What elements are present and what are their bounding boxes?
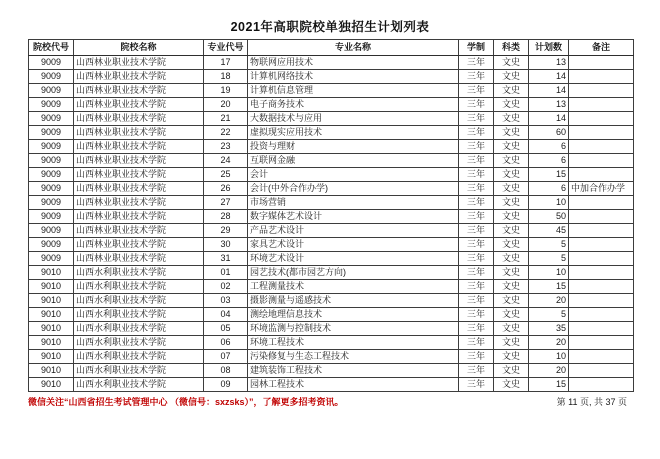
table-row <box>29 154 634 168</box>
college-code-cell: 9009 <box>29 84 74 98</box>
major-name-cell: 计算机网络技术 <box>248 70 459 84</box>
major-code-cell: 03 <box>204 294 248 308</box>
remark-cell <box>569 70 634 84</box>
major-code-cell: 30 <box>204 238 248 252</box>
major-code-cell: 28 <box>204 210 248 224</box>
category-cell: 文史 <box>494 196 529 210</box>
plan-count-cell: 13 <box>529 98 569 112</box>
plan-count-cell: 14 <box>529 70 569 84</box>
category-cell: 文史 <box>494 56 529 70</box>
duration-cell: 三年 <box>459 280 494 294</box>
table-row <box>29 168 634 182</box>
category-cell: 文史 <box>494 182 529 196</box>
table-row <box>29 56 634 70</box>
category-cell: 文史 <box>494 224 529 238</box>
plan-count-cell: 13 <box>529 56 569 70</box>
plan-count-cell: 5 <box>529 308 569 322</box>
college-name-cell: 山西水利职业技术学院 <box>74 308 204 322</box>
college-name-cell: 山西林业职业技术学院 <box>74 84 204 98</box>
college-name-cell: 山西林业职业技术学院 <box>74 70 204 84</box>
duration-cell: 三年 <box>459 154 494 168</box>
table-row <box>29 112 634 126</box>
college-code-cell: 9010 <box>29 350 74 364</box>
major-code-cell: 27 <box>204 196 248 210</box>
remark-cell <box>569 280 634 294</box>
major-code-cell: 23 <box>204 140 248 154</box>
remark-cell <box>569 56 634 70</box>
plan-count-cell: 10 <box>529 266 569 280</box>
college-code-cell: 9009 <box>29 126 74 140</box>
major-name-cell: 家具艺术设计 <box>248 238 459 252</box>
college-code-cell: 9010 <box>29 364 74 378</box>
major-name-cell: 测绘地理信息技术 <box>248 308 459 322</box>
college-code-cell: 9009 <box>29 196 74 210</box>
remark-cell <box>569 196 634 210</box>
plan-count-cell: 5 <box>529 252 569 266</box>
plan-count-cell: 35 <box>529 322 569 336</box>
plan-count-cell: 15 <box>529 168 569 182</box>
duration-cell: 三年 <box>459 196 494 210</box>
college-name-cell: 山西林业职业技术学院 <box>74 252 204 266</box>
table-row <box>29 84 634 98</box>
college-code-cell: 9009 <box>29 140 74 154</box>
category-column-header: 科类 <box>494 40 529 56</box>
college-name-cell: 山西水利职业技术学院 <box>74 280 204 294</box>
major-name-cell: 工程测量技术 <box>248 280 459 294</box>
table-row <box>29 70 634 84</box>
duration-cell: 三年 <box>459 350 494 364</box>
duration-cell: 三年 <box>459 266 494 280</box>
college-code-cell: 9009 <box>29 56 74 70</box>
remark-cell <box>569 168 634 182</box>
category-cell: 文史 <box>494 168 529 182</box>
duration-cell: 三年 <box>459 112 494 126</box>
category-cell: 文史 <box>494 140 529 154</box>
category-cell: 文史 <box>494 364 529 378</box>
category-cell: 文史 <box>494 308 529 322</box>
college-name-cell: 山西水利职业技术学院 <box>74 294 204 308</box>
duration-cell: 三年 <box>459 168 494 182</box>
major-code-cell: 18 <box>204 70 248 84</box>
duration-cell: 三年 <box>459 84 494 98</box>
remark-cell <box>569 378 634 392</box>
category-cell: 文史 <box>494 378 529 392</box>
major-name-cell: 物联网应用技术 <box>248 56 459 70</box>
college-code-column-header: 院校代号 <box>29 40 74 56</box>
major-code-cell: 22 <box>204 126 248 140</box>
duration-cell: 三年 <box>459 210 494 224</box>
college-name-cell: 山西林业职业技术学院 <box>74 98 204 112</box>
college-name-cell: 山西林业职业技术学院 <box>74 196 204 210</box>
college-code-cell: 9010 <box>29 308 74 322</box>
table-row <box>29 126 634 140</box>
table-row <box>29 238 634 252</box>
major-code-cell: 25 <box>204 168 248 182</box>
remark-cell <box>569 294 634 308</box>
college-name-cell: 山西水利职业技术学院 <box>74 322 204 336</box>
college-code-cell: 9010 <box>29 266 74 280</box>
college-code-cell: 9009 <box>29 112 74 126</box>
duration-cell: 三年 <box>459 364 494 378</box>
table-row <box>29 266 634 280</box>
college-name-cell: 山西水利职业技术学院 <box>74 364 204 378</box>
duration-cell: 三年 <box>459 126 494 140</box>
table-row <box>29 252 634 266</box>
duration-cell: 三年 <box>459 224 494 238</box>
college-name-cell: 山西水利职业技术学院 <box>74 336 204 350</box>
page-title: 2021年高职院校单独招生计划列表 <box>230 20 430 34</box>
college-code-cell: 9009 <box>29 210 74 224</box>
major-code-cell: 20 <box>204 98 248 112</box>
duration-cell: 三年 <box>459 336 494 350</box>
table-header-row <box>29 40 634 56</box>
table-row <box>29 322 634 336</box>
duration-cell: 三年 <box>459 140 494 154</box>
major-name-cell: 数字媒体艺术设计 <box>248 210 459 224</box>
major-code-cell: 06 <box>204 336 248 350</box>
category-cell: 文史 <box>494 350 529 364</box>
plan-count-cell: 20 <box>529 364 569 378</box>
major-name-column-header: 专业名称 <box>248 40 459 56</box>
table-row <box>29 210 634 224</box>
major-name-cell: 园艺技术(都市园艺方向) <box>248 266 459 280</box>
major-name-cell: 会计(中外合作办学) <box>248 182 459 196</box>
college-name-cell: 山西林业职业技术学院 <box>74 238 204 252</box>
category-cell: 文史 <box>494 266 529 280</box>
major-name-cell: 互联网金融 <box>248 154 459 168</box>
college-name-cell: 山西林业职业技术学院 <box>74 224 204 238</box>
college-name-cell: 山西林业职业技术学院 <box>74 168 204 182</box>
major-name-cell: 会计 <box>248 168 459 182</box>
major-name-cell: 建筑装饰工程技术 <box>248 364 459 378</box>
plan-count-cell: 6 <box>529 140 569 154</box>
plan-count-cell: 14 <box>529 112 569 126</box>
major-code-cell: 01 <box>204 266 248 280</box>
college-name-cell: 山西林业职业技术学院 <box>74 140 204 154</box>
remark-cell: 中加合作办学 <box>569 182 634 196</box>
plan-count-cell: 5 <box>529 238 569 252</box>
remark-cell <box>569 364 634 378</box>
table-row <box>29 140 634 154</box>
college-code-cell: 9009 <box>29 154 74 168</box>
college-code-cell: 9010 <box>29 336 74 350</box>
college-name-cell: 山西林业职业技术学院 <box>74 56 204 70</box>
remark-cell <box>569 84 634 98</box>
table-row <box>29 182 634 196</box>
college-name-cell: 山西水利职业技术学院 <box>74 378 204 392</box>
duration-cell: 三年 <box>459 322 494 336</box>
major-name-cell: 投资与理财 <box>248 140 459 154</box>
table-row <box>29 280 634 294</box>
duration-column-header: 学制 <box>459 40 494 56</box>
plan-count-cell: 60 <box>529 126 569 140</box>
remark-cell <box>569 322 634 336</box>
college-code-cell: 9010 <box>29 322 74 336</box>
duration-cell: 三年 <box>459 182 494 196</box>
college-name-cell: 山西林业职业技术学院 <box>74 126 204 140</box>
major-name-cell: 电子商务技术 <box>248 98 459 112</box>
major-code-cell: 07 <box>204 350 248 364</box>
major-code-cell: 09 <box>204 378 248 392</box>
table-row <box>29 294 634 308</box>
major-code-cell: 21 <box>204 112 248 126</box>
college-code-cell: 9009 <box>29 98 74 112</box>
remark-cell <box>569 154 634 168</box>
plan-count-cell: 15 <box>529 280 569 294</box>
plan-count-cell: 45 <box>529 224 569 238</box>
major-code-cell: 24 <box>204 154 248 168</box>
major-code-cell: 31 <box>204 252 248 266</box>
major-name-cell: 虚拟现实应用技术 <box>248 126 459 140</box>
duration-cell: 三年 <box>459 98 494 112</box>
category-cell: 文史 <box>494 280 529 294</box>
table-row <box>29 196 634 210</box>
duration-cell: 三年 <box>459 308 494 322</box>
major-name-cell: 大数据技术与应用 <box>248 112 459 126</box>
major-name-cell: 环境工程技术 <box>248 336 459 350</box>
college-name-cell: 山西林业职业技术学院 <box>74 182 204 196</box>
category-cell: 文史 <box>494 336 529 350</box>
category-cell: 文史 <box>494 294 529 308</box>
remark-cell <box>569 238 634 252</box>
table-row <box>29 350 634 364</box>
major-name-cell: 产品艺术设计 <box>248 224 459 238</box>
major-code-cell: 04 <box>204 308 248 322</box>
duration-cell: 三年 <box>459 56 494 70</box>
page-footer <box>28 395 633 408</box>
page-number-indicator: 第 11 页, 共 37 页 <box>556 397 627 407</box>
duration-cell: 三年 <box>459 238 494 252</box>
table-row <box>29 378 634 392</box>
college-name-cell: 山西林业职业技术学院 <box>74 112 204 126</box>
major-code-cell: 08 <box>204 364 248 378</box>
plan-count-cell: 6 <box>529 182 569 196</box>
remark-cell <box>569 266 634 280</box>
college-name-cell: 山西水利职业技术学院 <box>74 266 204 280</box>
duration-cell: 三年 <box>459 70 494 84</box>
plan-count-cell: 50 <box>529 210 569 224</box>
major-code-cell: 29 <box>204 224 248 238</box>
plan-count-column-header: 计划数 <box>529 40 569 56</box>
table-row <box>29 336 634 350</box>
remark-cell <box>569 224 634 238</box>
remark-cell <box>569 350 634 364</box>
wechat-notice-text: 微信关注“山西省招生考试管理中心 （微信号：sxzsks）”，了解更多招考资讯。 <box>28 397 344 407</box>
major-code-cell: 19 <box>204 84 248 98</box>
category-cell: 文史 <box>494 238 529 252</box>
plan-count-cell: 10 <box>529 350 569 364</box>
category-cell: 文史 <box>494 112 529 126</box>
college-name-cell: 山西林业职业技术学院 <box>74 210 204 224</box>
major-name-cell: 环境艺术设计 <box>248 252 459 266</box>
college-code-cell: 9010 <box>29 378 74 392</box>
major-name-cell: 计算机信息管理 <box>248 84 459 98</box>
category-cell: 文史 <box>494 84 529 98</box>
category-cell: 文史 <box>494 154 529 168</box>
category-cell: 文史 <box>494 98 529 112</box>
enrollment-plan-table <box>28 39 634 392</box>
table-row <box>29 224 634 238</box>
college-code-cell: 9009 <box>29 252 74 266</box>
college-name-cell: 山西林业职业技术学院 <box>74 154 204 168</box>
plan-count-cell: 15 <box>529 378 569 392</box>
major-code-cell: 26 <box>204 182 248 196</box>
remark-cell <box>569 336 634 350</box>
college-code-cell: 9009 <box>29 70 74 84</box>
category-cell: 文史 <box>494 252 529 266</box>
plan-count-cell: 10 <box>529 196 569 210</box>
college-code-cell: 9009 <box>29 224 74 238</box>
major-code-cell: 02 <box>204 280 248 294</box>
plan-count-cell: 6 <box>529 154 569 168</box>
remark-cell <box>569 252 634 266</box>
category-cell: 文史 <box>494 70 529 84</box>
plan-count-cell: 20 <box>529 294 569 308</box>
category-cell: 文史 <box>494 322 529 336</box>
duration-cell: 三年 <box>459 252 494 266</box>
college-code-cell: 9009 <box>29 182 74 196</box>
major-name-cell: 污染修复与生态工程技术 <box>248 350 459 364</box>
table-row <box>29 308 634 322</box>
remark-cell <box>569 140 634 154</box>
college-code-cell: 9009 <box>29 168 74 182</box>
college-code-cell: 9010 <box>29 294 74 308</box>
remark-cell <box>569 112 634 126</box>
major-name-cell: 环境监测与控制技术 <box>248 322 459 336</box>
table-row <box>29 364 634 378</box>
plan-count-cell: 14 <box>529 84 569 98</box>
table-row <box>29 98 634 112</box>
college-code-cell: 9009 <box>29 238 74 252</box>
duration-cell: 三年 <box>459 378 494 392</box>
remark-cell <box>569 126 634 140</box>
major-code-cell: 05 <box>204 322 248 336</box>
major-code-cell: 17 <box>204 56 248 70</box>
remark-cell <box>569 98 634 112</box>
college-name-cell: 山西水利职业技术学院 <box>74 350 204 364</box>
major-name-cell: 摄影测量与遥感技术 <box>248 294 459 308</box>
category-cell: 文史 <box>494 126 529 140</box>
remark-cell <box>569 210 634 224</box>
major-code-column-header: 专业代号 <box>204 40 248 56</box>
major-name-cell: 市场营销 <box>248 196 459 210</box>
college-code-cell: 9010 <box>29 280 74 294</box>
duration-cell: 三年 <box>459 294 494 308</box>
category-cell: 文史 <box>494 210 529 224</box>
major-name-cell: 园林工程技术 <box>248 378 459 392</box>
plan-count-cell: 20 <box>529 336 569 350</box>
remark-cell <box>569 308 634 322</box>
remark-column-header: 备注 <box>569 40 634 56</box>
college-name-column-header: 院校名称 <box>74 40 204 56</box>
